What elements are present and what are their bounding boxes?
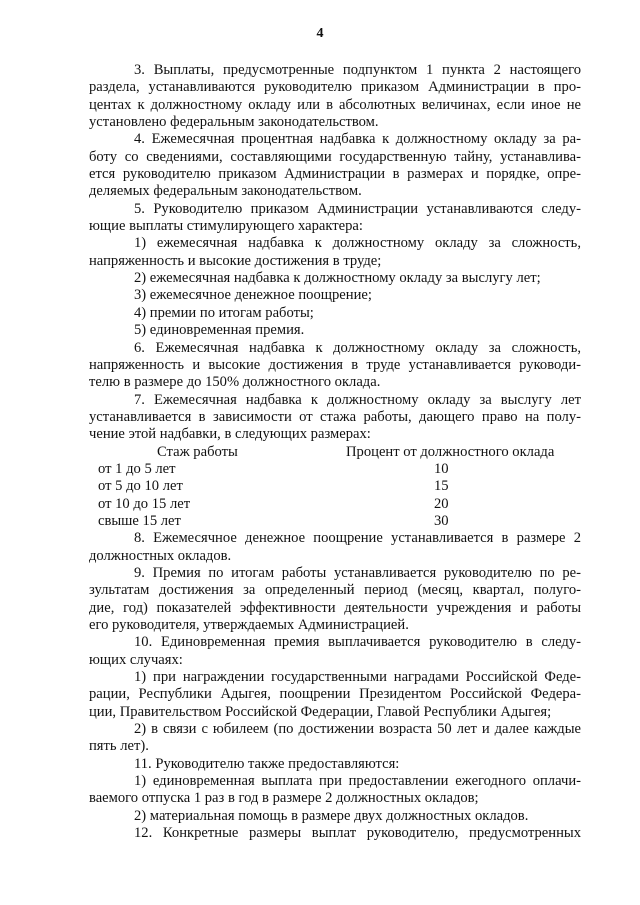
- table-row: [89, 478, 581, 495]
- table-row: [89, 461, 581, 478]
- text-line: 4. Ежемесячная процентная надбавка к должностному окладу за ра-: [134, 131, 581, 148]
- text-line: напряженность и высокие достижения в труде устанавливается руководи-: [89, 356, 581, 373]
- text-line: рации, Республики Адыгея, поощрении Президентом Российской Федера-: [89, 686, 581, 703]
- paragraph-5-item-2: 2) ежемесячная надбавка к должностному окладу за выслугу лет;: [134, 270, 541, 287]
- table-cell: от 10 до 15 лет: [98, 495, 191, 512]
- page-number: 4: [316, 26, 324, 41]
- text-line: 6. Ежемесячная надбавка к должностному окладу за сложность,: [134, 339, 581, 356]
- text-line: ющих случаях:: [89, 651, 183, 668]
- text-line: напряженность и высокие достижения в труде;: [89, 252, 382, 269]
- text-line: должностных окладов.: [89, 547, 232, 564]
- text-line: раздела, устанавливаются руководителю приказом Администрации в про-: [89, 79, 581, 96]
- text-line: 1) единовременная выплата при предоставлении ежегодного оплачи-: [134, 773, 581, 790]
- text-line: 7. Ежемесячная надбавка к должностному окладу за выслугу лет: [134, 391, 581, 408]
- table-header-cell: Стаж работы: [157, 443, 238, 460]
- table-cell: 20: [434, 495, 449, 512]
- table-cell: 10: [434, 460, 449, 477]
- text-line: 8. Ежемесячное денежное поощрение устанавливается в размере 2: [134, 530, 581, 547]
- table-row: [89, 496, 581, 513]
- text-line: 9. Премия по итогам работы устанавливается руководителю по ре-: [134, 564, 581, 581]
- paragraph-11-item-1: [89, 773, 581, 808]
- text-line: деляемых федеральным законодательством.: [89, 183, 362, 200]
- table-header-row: [89, 444, 581, 461]
- paragraph-10: [89, 634, 581, 669]
- text-line: его руководителя, утверждаемых Администрацией.: [89, 617, 409, 633]
- paragraph-7: [89, 392, 581, 444]
- document-body: [89, 62, 581, 842]
- text-line: дие, год) показателей эффективности деятельности учреждения и работы: [89, 599, 581, 616]
- paragraph-5-item-4: 4) премии по итогам работы;: [134, 304, 314, 321]
- text-line: устанавливается в зависимости от стажа работы, дающего право на полу-: [89, 408, 581, 425]
- text-line: пять лет).: [89, 738, 149, 755]
- paragraph-3: [89, 62, 581, 131]
- text-line: 3. Выплаты, предусмотренные подпунктом 1 пункта 2 настоящего: [134, 62, 581, 78]
- paragraph-10-item-2: [89, 721, 581, 756]
- text-line: 1) ежемесячная надбавка к должностному окладу за сложность,: [134, 235, 581, 252]
- paragraph-12: [89, 825, 581, 842]
- seniority-table: [89, 444, 581, 531]
- text-line: 5. Руководителю приказом Администрации устанавливаются следу-: [134, 200, 581, 217]
- paragraph-5-item-5: 5) единовременная премия.: [134, 322, 305, 339]
- text-line: ваемого отпуска 1 раз в год в размере 2 должностных окладов;: [89, 790, 479, 807]
- table-cell: от 1 до 5 лет: [98, 460, 176, 477]
- text-line: 10. Единовременная премия выплачивается руководителю в следу-: [134, 634, 581, 651]
- table-cell: 15: [434, 478, 449, 495]
- paragraph-5: [89, 201, 581, 236]
- table-cell: от 5 до 10 лет: [98, 478, 183, 495]
- text-line: зультатам достижения за определенный период (месяц, квартал, полуго-: [89, 582, 581, 599]
- paragraph-11-item-2: 2) материальная помощь в размере двух должностных окладов.: [134, 807, 529, 824]
- paragraph-5-item-3: 3) ежемесячное денежное поощрение;: [134, 287, 372, 304]
- table-cell: 30: [434, 512, 449, 529]
- paragraph-8: [89, 530, 581, 565]
- text-line: 2) в связи с юбилеем (по достижении возраста 50 лет и далее каждые: [134, 721, 581, 738]
- text-line: центах к должностному окладу или в абсолютных величинах, если иное не: [89, 96, 581, 113]
- text-line: телю в размере до 150% должностного оклада.: [89, 374, 381, 391]
- text-line: 1) при награждении государственными наградами Российской Феде-: [134, 669, 581, 686]
- table-row: [89, 513, 581, 530]
- text-line: ется руководителю приказом Администрации в размерах и порядке, опре-: [89, 166, 581, 183]
- paragraph-11: 11. Руководителю также предоставляются:: [134, 755, 400, 772]
- text-line: чение этой надбавки, в следующих размерах:: [89, 426, 371, 443]
- paragraph-6: [89, 340, 581, 392]
- text-line: установлено федеральным законодательством.: [89, 114, 379, 131]
- text-line: 12. Конкретные размеры выплат руководителю, предусмотренных: [134, 825, 581, 842]
- paragraph-4: [89, 131, 581, 200]
- table-header-cell: Процент от должностного оклада: [346, 443, 555, 460]
- paragraph-10-item-1: [89, 669, 581, 721]
- text-line: ции, Правительством Российской Федерации, Главой Республики Адыгея;: [89, 703, 552, 720]
- paragraph-9: [89, 565, 581, 634]
- table-cell: свыше 15 лет: [98, 512, 181, 529]
- text-line: боту со сведениями, составляющими государственную тайну, устанавлива-: [89, 148, 581, 165]
- paragraph-5-item-1: [89, 235, 581, 270]
- text-line: ющие выплаты стимулирующего характера:: [89, 218, 363, 235]
